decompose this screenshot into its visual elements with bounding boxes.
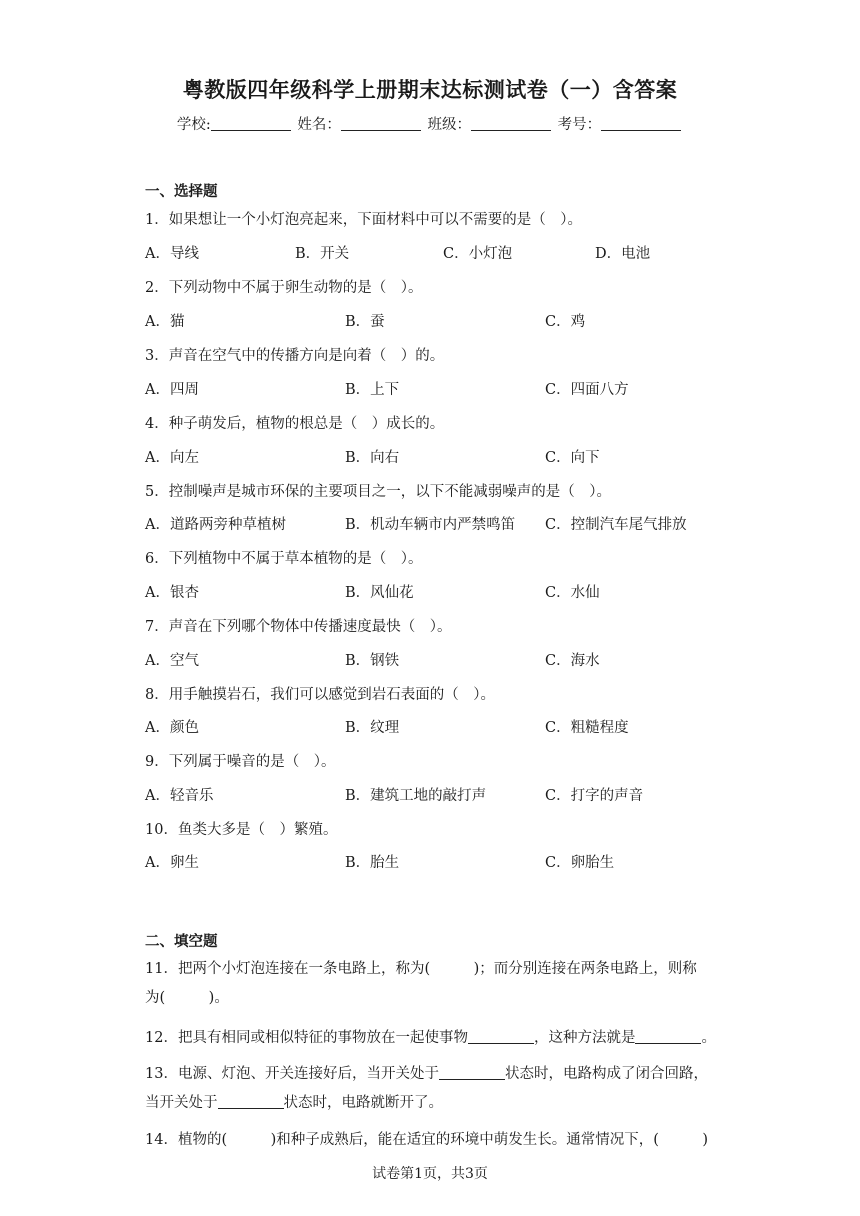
option[interactable]: C．控制汽车尾气排放 <box>545 517 687 533</box>
question-1: 1．如果想让一个小灯泡亮起来，下面材料中可以不需要的是（ ）。 <box>145 212 582 228</box>
question-7: 7．声音在下列哪个物体中传播速度最快（ ）。 <box>145 619 452 635</box>
option[interactable]: A．猫 <box>145 314 185 330</box>
name-blank[interactable] <box>341 116 421 131</box>
answer-blank[interactable] <box>218 1094 284 1109</box>
question-13-part-3: 当开关处于 <box>145 1095 218 1111</box>
option[interactable]: B．开关 <box>295 246 350 262</box>
option[interactable]: C．四面八方 <box>545 382 629 398</box>
question-3: 3．声音在空气中的传播方向是向着（ ）的。 <box>145 348 445 364</box>
option[interactable]: C．打字的声音 <box>545 788 644 804</box>
options-5 <box>145 513 720 533</box>
option[interactable]: D．电池 <box>595 246 651 262</box>
option[interactable]: C．卵胎生 <box>545 855 615 871</box>
question-12 <box>145 1024 720 1053</box>
question-10: 10．鱼类大多是（ ）繁殖。 <box>145 822 338 838</box>
option[interactable]: B．风仙花 <box>345 585 414 601</box>
answer-blank[interactable] <box>468 1029 534 1044</box>
option[interactable]: B．蚕 <box>345 314 385 330</box>
question-2: 2．下列动物中不属于卵生动物的是（ ）。 <box>145 280 423 296</box>
name-label: 姓名： <box>297 117 341 133</box>
option[interactable]: C．小灯泡 <box>443 246 513 262</box>
option[interactable]: A．道路两旁种草植树 <box>145 517 286 533</box>
question-13-line-2 <box>145 1089 720 1118</box>
option[interactable]: A．卵生 <box>145 855 199 871</box>
class-blank[interactable] <box>471 116 551 131</box>
option[interactable]: B．建筑工地的敲打声 <box>345 788 487 804</box>
option[interactable]: C．鸡 <box>545 314 586 330</box>
page-title: 粤教版四年级科学上册期末达标测试卷（一）含答案 <box>182 77 678 102</box>
option[interactable]: A．导线 <box>145 246 199 262</box>
option[interactable]: A．空气 <box>145 653 199 669</box>
page-footer: 试卷第1页，共3页 <box>372 1166 488 1182</box>
student-info-line <box>0 113 860 134</box>
school-label: 学校: <box>176 117 211 133</box>
number-label: 考号： <box>557 117 602 133</box>
question-13-part-4: 状态时，电路就断开了。 <box>283 1095 443 1111</box>
section-heading-choice: 一、选择题 <box>145 183 218 200</box>
option[interactable]: B．胎生 <box>345 855 400 871</box>
question-14: 14．植物的( )和种子成熟后，能在适宜的环境中萌发生长。通常情况下，( ) <box>145 1132 709 1148</box>
option[interactable]: B．机动车辆市内严禁鸣笛 <box>345 517 516 533</box>
option[interactable]: B．纹理 <box>345 720 400 736</box>
class-label: 班级： <box>427 117 471 133</box>
question-4: 4．种子萌发后，植物的根总是（ ）成长的。 <box>145 416 445 432</box>
options-9 <box>145 784 720 804</box>
options-3 <box>145 378 720 398</box>
question-13 <box>145 1060 720 1118</box>
option[interactable]: C．向下 <box>545 450 600 466</box>
option[interactable]: A．颜色 <box>145 720 199 736</box>
options-7 <box>145 649 720 669</box>
options-6 <box>145 581 720 601</box>
question-13-line-1 <box>145 1060 720 1089</box>
option[interactable]: A．轻音乐 <box>145 788 214 804</box>
question-12-part-2: ，这种方法就是 <box>533 1030 636 1046</box>
question-9: 9．下列属于噪音的是（ ）。 <box>145 754 336 770</box>
school-blank[interactable] <box>211 116 291 131</box>
question-11-line-1: 11．把两个小灯泡连接在一条电路上，称为( )；而分别连接在两条电路上，则称 <box>145 961 697 977</box>
options-10 <box>145 851 720 871</box>
option[interactable]: B．向右 <box>345 450 400 466</box>
option[interactable]: B．上下 <box>345 382 400 398</box>
question-11-line-2: 为( )。 <box>145 990 229 1006</box>
question-13-part-1: 13．电源、灯泡、开关连接好后，当开关处于 <box>145 1066 439 1082</box>
number-blank[interactable] <box>601 116 681 131</box>
options-1 <box>145 242 720 262</box>
options-8 <box>145 716 720 736</box>
question-13-part-2: 状态时，电路构成了闭合回路， <box>504 1066 708 1082</box>
option[interactable]: C．粗糙程度 <box>545 720 629 736</box>
question-8: 8．用手触摸岩石，我们可以感觉到岩石表面的（ ）。 <box>145 687 495 703</box>
question-6: 6．下列植物中不属于草本植物的是（ ）。 <box>145 551 423 567</box>
question-5: 5．控制噪声是城市环保的主要项目之一，以下不能减弱噪声的是（ ）。 <box>145 484 611 500</box>
question-11 <box>145 955 720 1013</box>
options-4 <box>145 446 720 466</box>
option[interactable]: B．钢铁 <box>345 653 400 669</box>
question-12-part-1: 12．把具有相同或相似特征的事物放在一起使事物 <box>145 1030 468 1046</box>
answer-blank[interactable] <box>635 1029 701 1044</box>
option[interactable]: A．银杏 <box>145 585 199 601</box>
options-2 <box>145 310 720 330</box>
section-heading-fill: 二、填空题 <box>145 933 218 950</box>
option[interactable]: C．海水 <box>545 653 600 669</box>
option[interactable]: A．向左 <box>145 450 199 466</box>
question-12-part-3: 。 <box>701 1030 716 1046</box>
answer-blank[interactable] <box>439 1065 505 1080</box>
option[interactable]: C．水仙 <box>545 585 600 601</box>
option[interactable]: A．四周 <box>145 382 199 398</box>
